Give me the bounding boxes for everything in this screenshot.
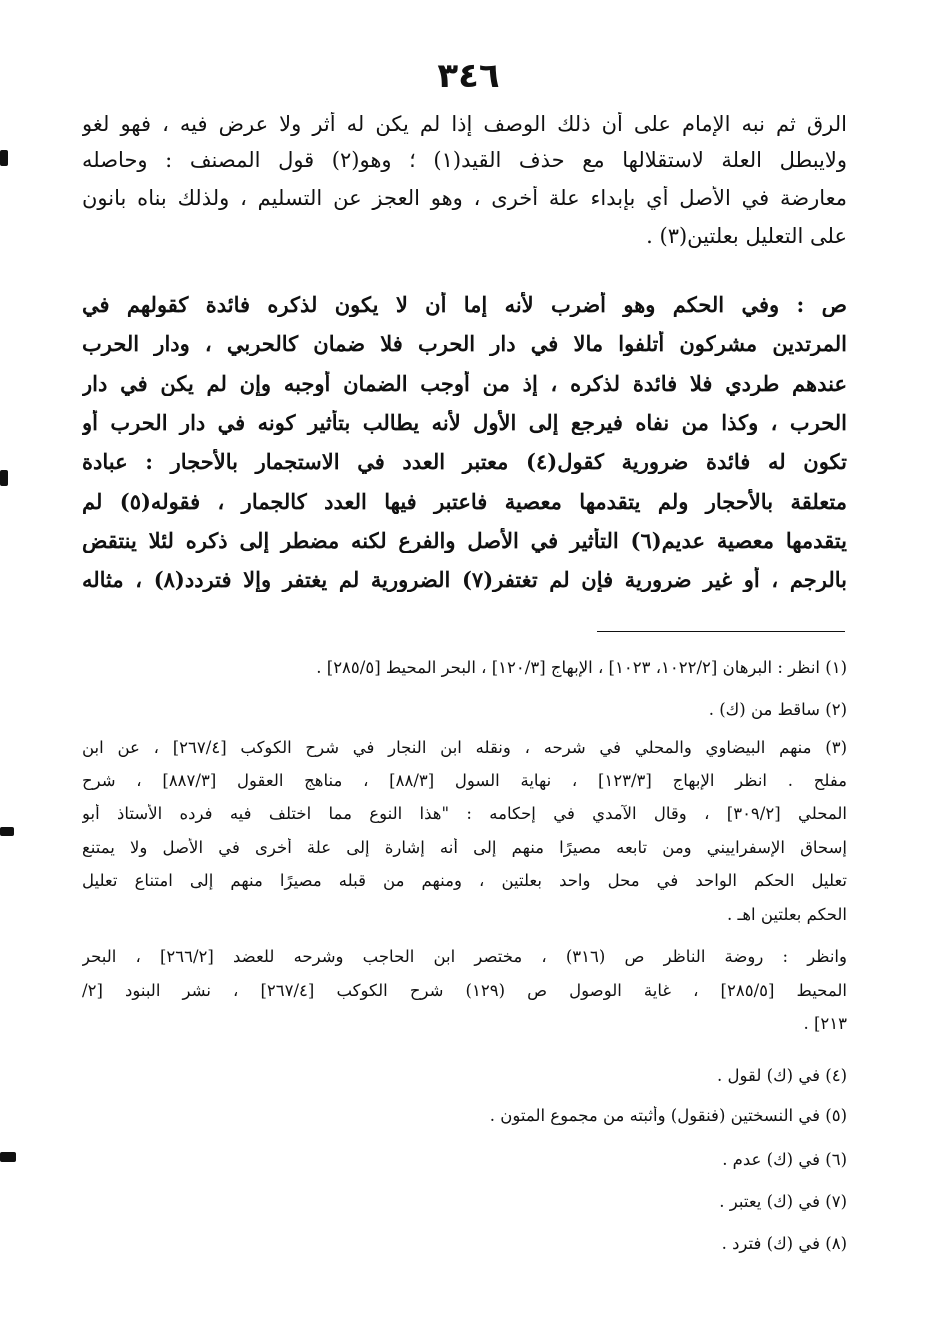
footnote-line: (٧) في (ك) يعتبر . xyxy=(719,1192,847,1211)
footnote-line: (١) انظر : البرهان [١٠٢٢/٢، ١٠٢٣] ، الإبهاج [١٢٠/٣] ، البحر المحيط [٢٨٥/٥] . xyxy=(316,658,847,677)
footnote-line: إسحاق الإسفراييني ومن تابعه مصيرًا منهم إلى أنه إشارة إلى علة أخرى في الأصل ولا يمتنع xyxy=(82,838,847,857)
footnote-line: المحلي [٣٠٩/٢] ، وقال الآمدي في إحكامه : "هذا النوع مما اختلف فيه فرده الأستاذ أبو xyxy=(82,804,847,823)
text-line: تكون له فائدة ضرورية كقول(٤) معتبر العدد في الاستجمار بالأحجار : عبادة xyxy=(82,449,847,474)
text-line: متعلقة بالأحجار ولم يتقدمها معصية فاعتبر فيها العدد كالجمار ، فقوله(٥) لم xyxy=(82,489,847,514)
text-line: ولايبطل العلة لاستقلالها مع حذف القيد(١) ؛ وهو(٢) قول المصنف : وحاصله xyxy=(82,148,847,172)
text-line: معارضة في الأصل أي بإبداء علة أخرى ، وهو العجز عن التسليم ، ولذلك بناه بانون xyxy=(82,186,847,210)
footnote-line: تعليل الحكم الواحد في محل واحد بعلتين ، ومنهم من قبله مصيرًا منهم إلى امتناع تعليل xyxy=(82,871,847,890)
text-line: يتقدمها معصية عديم(٦) التأثير في الأصل والفرع لكنه مضطر إلى ذكره لئلا ينتقض xyxy=(82,528,847,553)
text-line: الرق ثم نبه الإمام على أن ذلك الوصف إذا لم يكن له أثر ولا عرض فيه ، فهو لغو xyxy=(82,112,847,136)
binding-mark xyxy=(0,1152,16,1162)
footnote-line: (٢) ساقط من (ك) . xyxy=(708,700,847,719)
footnote-separator xyxy=(597,631,845,632)
footnote-line: (٨) في (ك) فترد . xyxy=(721,1234,847,1253)
text-line: على التعليل بعلتين(٣) . xyxy=(646,224,847,248)
text-line: المرتدين مشركون أتلفوا مالا في دار الحرب فلا ضمان كالحربي ، ودار الحرب xyxy=(82,331,847,356)
text-line: الحرب ، وكذا من نفاه فيرجع إلى الأول لأنه يطالب بتأثير كونه في دار الحرب أو xyxy=(82,410,847,435)
footnote-line: (٦) في (ك) عدم . xyxy=(722,1150,847,1169)
footnote-line: ٢١٣] . xyxy=(803,1014,847,1033)
page-number: ٣٤٦ xyxy=(437,56,500,96)
footnote-line: وانظر : روضة الناظر ص (٣١٦) ، مختصر ابن الحاجب وشرحه للعضد [٢٦٦/٢] ، البحر xyxy=(82,947,847,966)
footnote-line: (٤) في (ك) لقول . xyxy=(717,1066,847,1085)
text-line: بالرجم ، أو غير ضرورية فإن لم تغتفر(٧) الضرورية لم يغتفر وإلا فتردد(٨) ، مثاله xyxy=(82,567,847,592)
footnote-line: مفلح . انظر الإبهاج [١٢٣/٣] ، نهاية السول [٨٨/٣] ، مناهج العقول [٨٨٧/٣] ، شرح xyxy=(82,771,847,790)
binding-mark xyxy=(0,150,8,166)
binding-mark xyxy=(0,470,8,486)
footnote-line: الحكم بعلتين اهـ . xyxy=(727,905,847,924)
footnote-line: (٥) في النسختين (فنقول) وأثبته من مجموع المتون . xyxy=(489,1106,847,1125)
binding-mark xyxy=(0,827,14,836)
footnote-line: (٣) منهم البيضاوي والمحلي في شرحه ، ونقله ابن النجار في شرح الكوكب [٢٦٧/٤] ، عن ابن xyxy=(82,738,847,757)
text-line: عندهم طردي فلا فائدة لذكره ، إذ من أوجب الضمان أوجبه وإن لم يكن في دار xyxy=(82,371,847,396)
text-line: ص : وفي الحكم وهو أضرب لأنه إما أن لا يكون لذكره فائدة كقولهم في xyxy=(82,292,847,317)
footnote-line: المحيط [٢٨٥/٥] ، غاية الوصول ص (١٢٩) شرح الكوكب [٢٦٧/٤] ، نشر البنود [٢/ xyxy=(82,981,847,1000)
